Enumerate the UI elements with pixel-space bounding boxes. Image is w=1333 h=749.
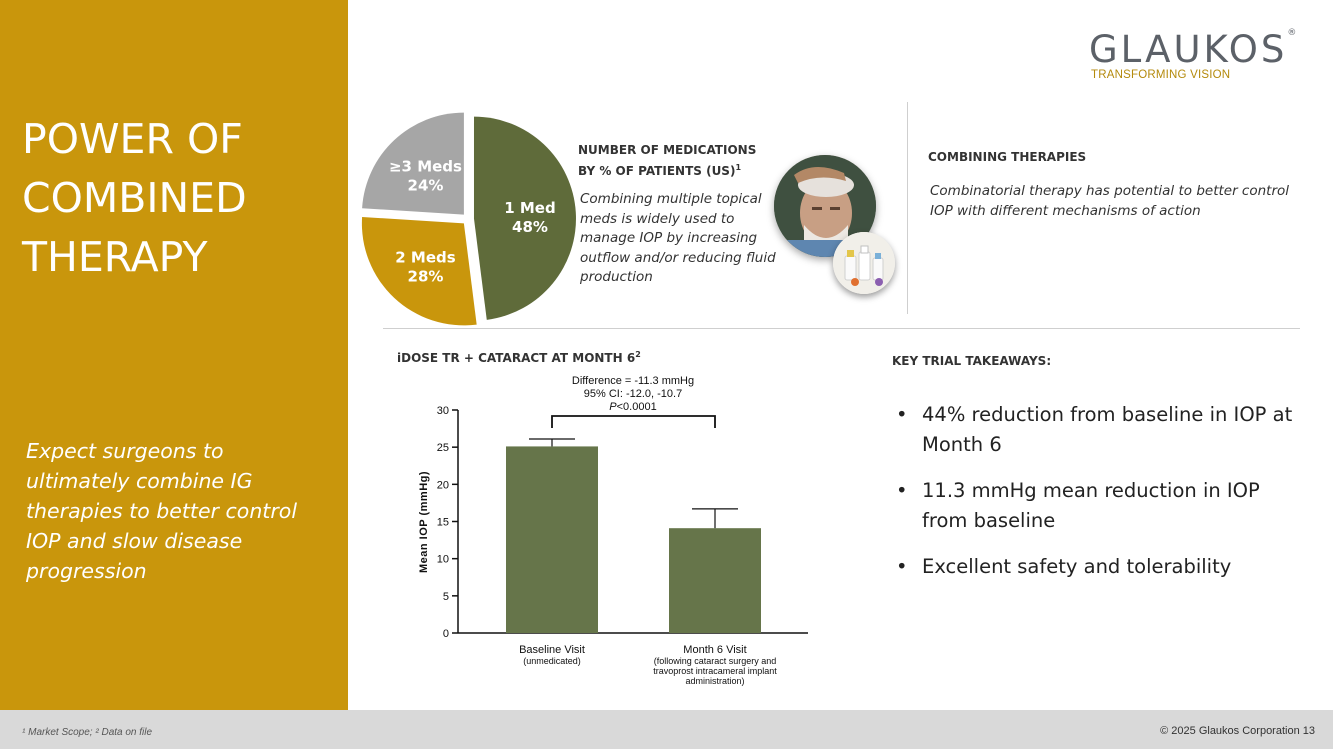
bar-2 [669, 528, 761, 633]
bar-chart-title [397, 350, 641, 365]
bar-chart-title-text: iDOSE TR + CATARACT AT MONTH 6 [397, 351, 636, 365]
logo-wordmark [1089, 28, 1296, 71]
y-tick-label: 15 [436, 516, 449, 529]
bullet-icon: • [896, 479, 908, 502]
category-sublabel: (following cataract surgery and [653, 656, 777, 666]
slide-title [22, 110, 332, 287]
left-panel [0, 0, 348, 710]
pie-slice-value: 24% [407, 176, 444, 195]
eyedrop-bottles-photo [833, 232, 895, 294]
y-tick-label: 20 [436, 479, 449, 492]
takeaway-item [896, 476, 1296, 536]
pie-slice-label: 2 Meds [395, 248, 456, 267]
logo-wordmark-text: GLAUKOS [1089, 28, 1288, 71]
pie-slice-value: 48% [512, 218, 548, 237]
takeaway-text: 11.3 mmHg mean reduction in IOP from baseline [922, 479, 1260, 532]
y-tick-label: 10 [436, 553, 449, 566]
medications-body: Combining multiple topical meds is widely used to manage IOP by increasing outflow and/or reducing fluid production [580, 191, 776, 285]
category-label: Month 6 Visit [683, 644, 747, 656]
logo-tagline: TRANSFORMING VISION [1091, 69, 1231, 81]
glaukos-logo [1088, 28, 1308, 88]
annotation-ci: 95% CI: -12.0, -10.7 [583, 388, 683, 400]
title-line-3: THERAPY [22, 233, 208, 281]
category-sublabel: administration) [685, 676, 745, 686]
medications-heading [578, 141, 798, 180]
pie-slice-value: 28% [407, 267, 444, 286]
logo-registered-mark: ® [1287, 28, 1297, 38]
medications-heading-line-2: BY % OF PATIENTS (US) [578, 164, 736, 178]
footer-copyright: © 2025 Glaukos Corporation 13 [1160, 725, 1315, 737]
y-tick-label: 25 [436, 442, 449, 455]
takeaway-text: 44% reduction from baseline in IOP at Month 6 [922, 403, 1293, 456]
bar-chart-title-footnote: 2 [635, 350, 641, 359]
y-tick-label: 5 [442, 590, 449, 603]
category-label: Baseline Visit [519, 644, 585, 656]
significance-bracket [552, 416, 715, 428]
takeaway-item [896, 400, 1296, 460]
takeaways-heading: KEY TRIAL TAKEAWAYS: [892, 354, 1052, 368]
annotation-p-rest: <0.0001 [616, 401, 657, 413]
y-tick-label: 0 [442, 628, 449, 640]
footer [0, 710, 1333, 749]
pie-slice-label: 1 Med [504, 199, 556, 218]
bar-1 [506, 446, 598, 633]
takeaways-list [896, 400, 1296, 598]
category-sublabel: (unmedicated) [523, 656, 581, 666]
medications-pie-chart [360, 112, 580, 327]
annotation-p-italic: P [609, 401, 617, 413]
slide-tagline: Expect surgeons to ultimately combine IG therapies to better control IOP and slow disease progression [26, 439, 298, 583]
medications-heading-line-1: NUMBER OF MEDICATIONS [578, 143, 757, 157]
annotation-difference: Difference = -11.3 mmHg [571, 375, 695, 387]
footer-footnotes: ¹ Market Scope; ² Data on file [22, 727, 153, 738]
pie-slice-label: ≥3 Meds [388, 157, 462, 176]
category-sublabel: travoprost intracameral implant [653, 666, 777, 676]
bullet-icon: • [896, 403, 908, 426]
vertical-divider [907, 102, 908, 314]
takeaway-item [896, 552, 1296, 582]
combining-therapies-heading: COMBINING THERAPIES [928, 150, 1087, 164]
bullet-icon: • [896, 555, 908, 578]
takeaway-text: Excellent safety and tolerability [922, 555, 1232, 578]
annotation-pvalue [609, 401, 656, 413]
title-line-2: COMBINED [22, 174, 247, 222]
iop-bar-chart [400, 368, 820, 693]
medications-heading-footnote: 1 [735, 163, 742, 172]
combining-therapies-body: Combinatorial therapy has potential to better control IOP with different mechanisms of action [930, 183, 1290, 219]
y-axis-label: Mean IOP (mmHg) [418, 470, 430, 574]
horizontal-divider [383, 328, 1300, 329]
y-tick-label: 30 [436, 405, 449, 417]
title-line-1: POWER OF [22, 115, 243, 163]
